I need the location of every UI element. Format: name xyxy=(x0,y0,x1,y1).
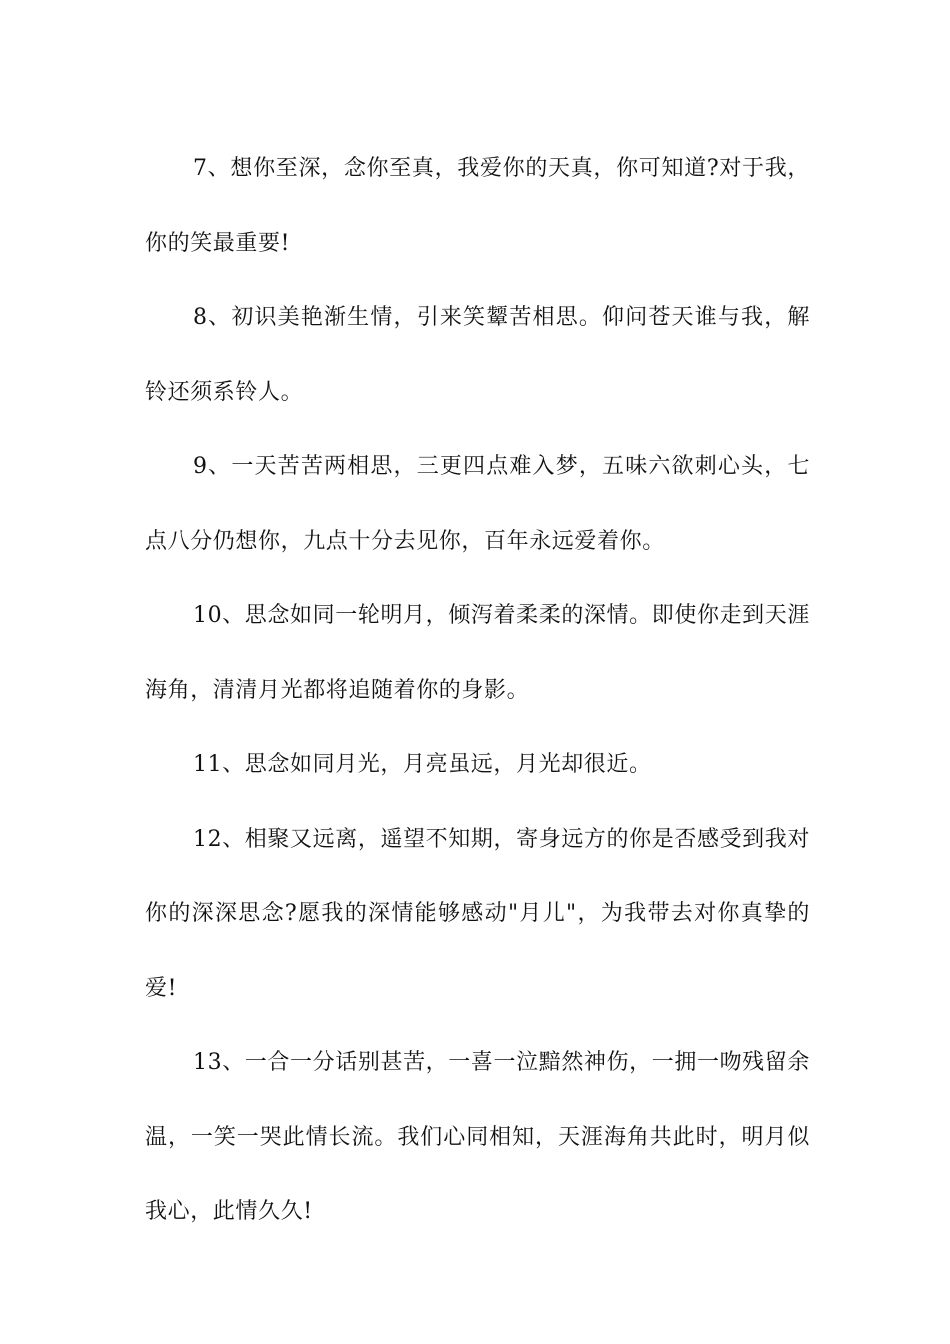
paragraph-12: 12、相聚又远离，遥望不知期，寄身远方的你是否感受到我对你的深深思念?愿我的深情能够感动"月儿"，为我带去对你真挚的爱! xyxy=(145,826,810,1001)
paragraph-7: 7、想你至深，念你至真，我爱你的天真，你可知道?对于我，你的笑最重要! xyxy=(145,156,810,256)
paragraph-10: 10、思念如同一轮明月，倾泻着柔柔的深情。即使你走到天涯海角，清清月光都将追随着你的身影。 xyxy=(145,603,810,703)
paragraph-9: 9、一天苦苦两相思，三更四点难入梦，五味六欲刺心头，七点八分仍想你，九点十分去见你，百年永远爱着你。 xyxy=(145,454,810,554)
paragraph-11: 11、思念如同月光，月亮虽远，月光却很近。 xyxy=(193,752,652,777)
paragraph-8: 8、初识美艳渐生情，引来笑颦苦相思。仰问苍天谁与我，解铃还须系铃人。 xyxy=(145,305,810,405)
paragraph-13: 13、一合一分话别甚苦，一喜一泣黯然神伤，一拥一吻残留余温，一笑一哭此情长流。我们心同相知，天涯海角共此时，明月似我心，此情久久! xyxy=(145,1050,810,1224)
document-body xyxy=(145,132,810,1250)
